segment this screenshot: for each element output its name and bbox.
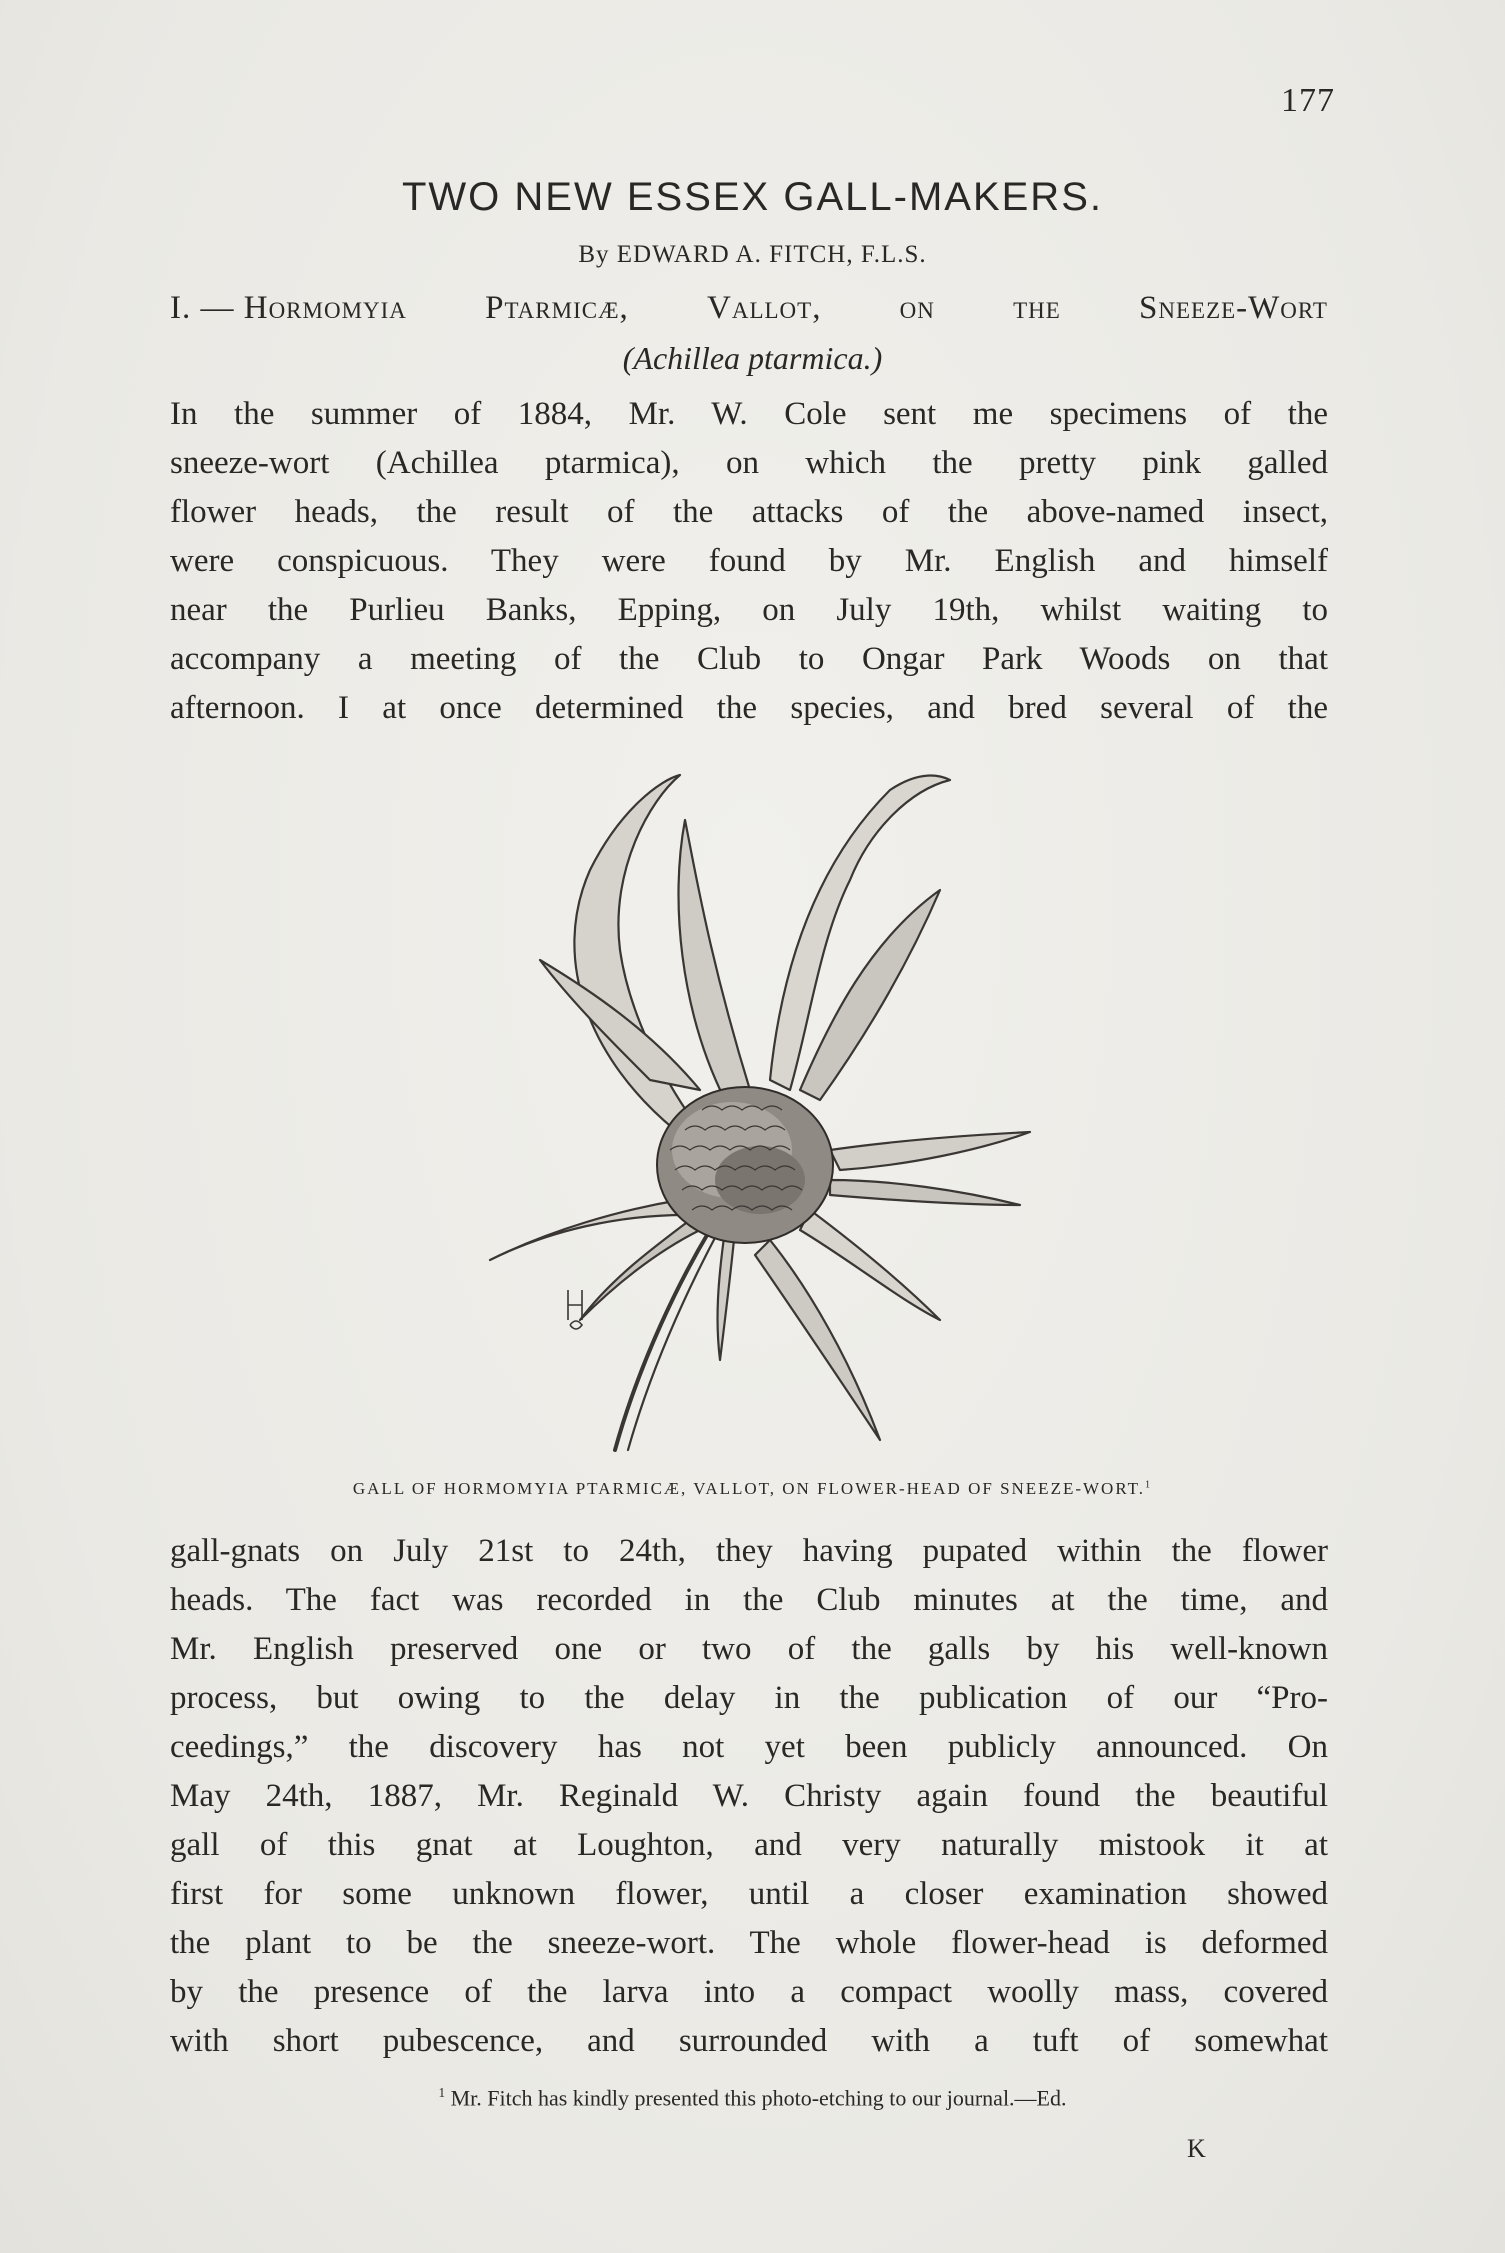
footnote-reference: 1 [1145,1479,1153,1491]
section-heading-part: the [1013,290,1061,326]
section-heading-part: I. — Hormomyia [170,290,407,326]
text-line: afternoon. I at once determined the species, and bred several of the [170,690,1328,726]
text-line: were conspicuous. They were found by Mr. English and himself [170,543,1328,579]
footnote [0,2085,1505,2111]
species-name: (Achillea ptarmica.) [622,340,883,376]
text-line: sneeze-wort (Achillea ptarmica), on which the pretty pink galled [170,445,1328,481]
text-line: gall of this gnat at Loughton, and very naturally mistook it at [170,1827,1328,1863]
caption-text: GALL OF HORMOMYIA PTARMICÆ, VALLOT, ON FLOWER-HEAD OF SNEEZE-WORT. [352,1479,1146,1498]
section-heading-part: Sneeze-Wort [1139,290,1328,326]
paragraph-1 [170,390,1328,733]
text-line: gall-gnats on July 21st to 24th, they having pupated within the flower [170,1533,1328,1569]
text-line: the plant to be the sneeze-wort. The whole flower-head is deformed [170,1925,1328,1961]
page-number: 177 [1281,82,1335,119]
text-line: near the Purlieu Banks, Epping, on July 19th, whilst waiting to [170,592,1328,628]
text-line: by the presence of the larva into a compact woolly mass, covered [170,1974,1328,2010]
section-heading-part: on [899,290,935,326]
figure-caption [0,1479,1505,1499]
text-line: May 24th, 1887, Mr. Reginald W. Christy again found the beautiful [170,1778,1328,1814]
signature-mark: K [1187,2134,1206,2163]
text-line: process, but owing to the delay in the publication of our “Pro- [170,1680,1328,1716]
section-heading-part: Ptarmicæ, [485,290,629,326]
text-line: Mr. English preserved one or two of the galls by his well-known [170,1631,1328,1667]
section-heading-part: Vallot, [707,290,822,326]
text-line: heads. The fact was recorded in the Club minutes at the time, and [170,1582,1328,1618]
article-title: TWO NEW ESSEX GALL-MAKERS. [401,175,1103,219]
footnote-mark: 1 [438,2085,446,2100]
text-line: ceedings,” the discovery has not yet been publicly announced. On [170,1729,1328,1765]
footnote-text: Mr. Fitch has kindly presented this photo-etching to our journal.—Ed. [450,2085,1067,2111]
text-line: with short pubescence, and surrounded with a tuft of somewhat [170,2023,1328,2059]
text-line: In the summer of 1884, Mr. W. Cole sent me specimens of the [170,396,1328,432]
text-line: first for some unknown flower, until a closer examination showed [170,1876,1328,1912]
text-line: flower heads, the result of the attacks of the above-named insect, [170,494,1328,530]
author-byline: By EDWARD A. FITCH, F.L.S. [578,241,927,268]
section-heading [170,290,1328,327]
paragraph-2 [170,1527,1328,2066]
gall-illustration [470,760,1050,1460]
text-line: accompany a meeting of the Club to Ongar Park Woods on that [170,641,1328,677]
section-subheading [0,340,1505,377]
